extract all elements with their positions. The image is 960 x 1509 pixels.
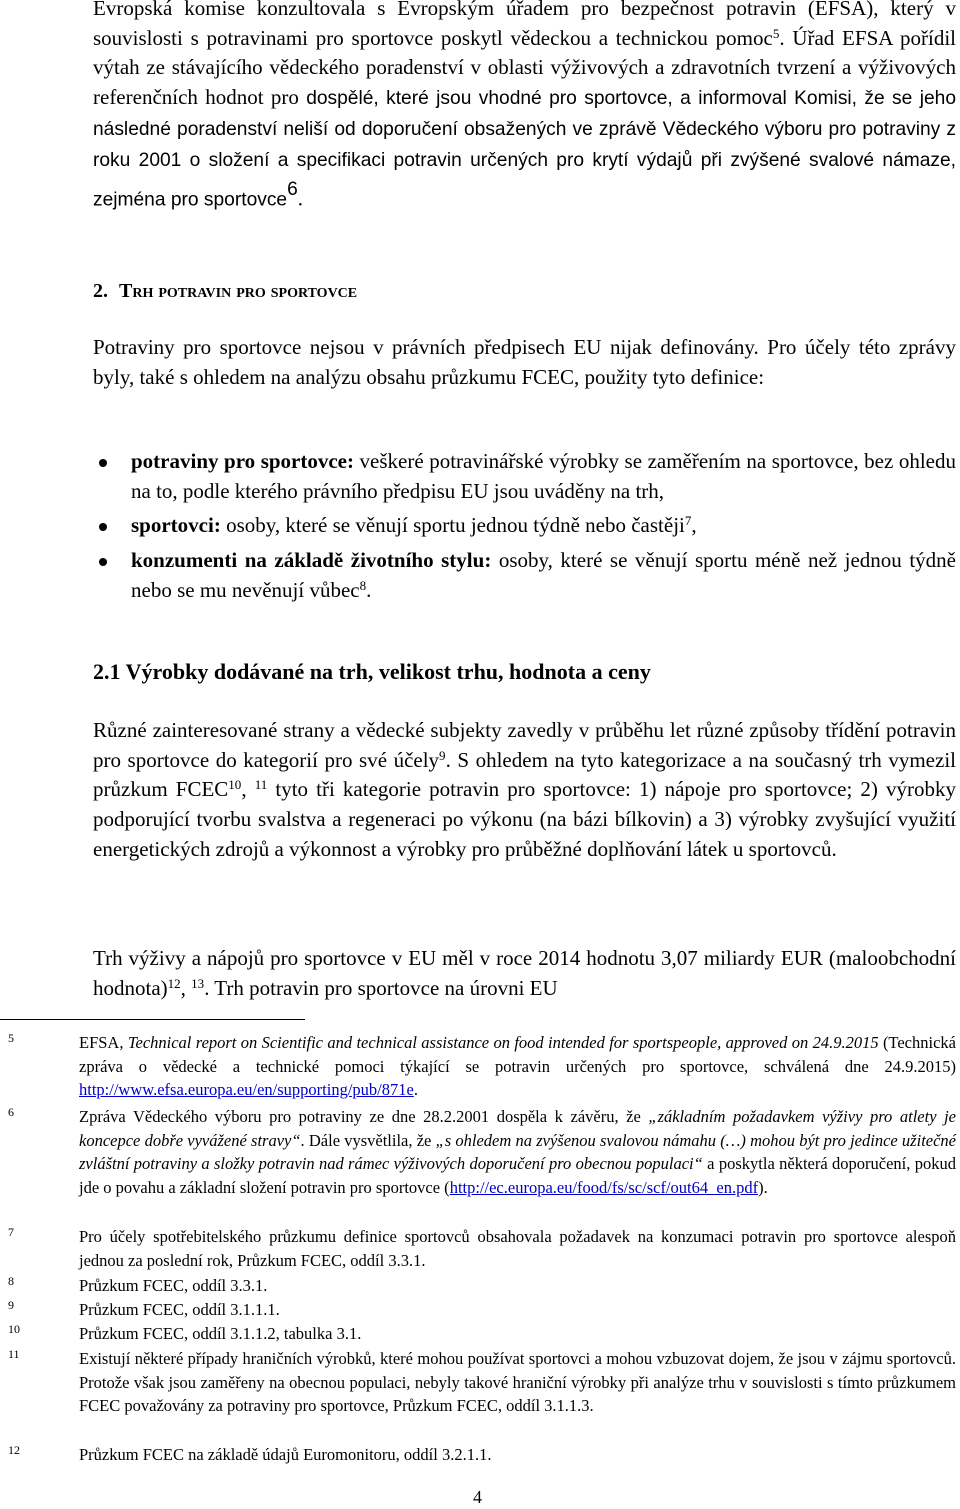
footnote-ref-7[interactable]: 7: [684, 513, 692, 529]
footnote-separator: [0, 1019, 305, 1020]
page-number: 4: [473, 1487, 482, 1507]
efsa-link[interactable]: http://www.efsa.europa.eu/en/supporting/pub/871e: [79, 1080, 414, 1099]
footnote-ref-11[interactable]: 11: [254, 777, 268, 793]
intro-paragraph: Evropská komise konzultovala s Evropským úřadem pro bezpečnost potravin (EFSA), který v souvislosti s potravinami pro sportovce poskytl vědeckou a technickou pomoc$^5$. Úřad EFSA pořídil výtah ze stávajícího vědeckého poradenství v oblasti výživových a zdravotních tvrzení a výživových referenčních hodnot pro dospělé, které jsou vhodné pro sportovce, a informoval Komisi, že se jeho následné poradenství neliší od doporučení obsažených ve zprávě Vědeckého výboru pro potraviny z roku 2001 o složení a specifikaci potravin určených pro krytí výdajů při zvýšené svalové námaze, zejména pro sportovce$^6$.: [93, 0, 956, 215]
section-2-1-paragraph-2: Trh výživy a nápojů pro sportovce v EU měl v roce 2014 hodnotu 3,07 miliardy EUR (maloobchodní hodnota)$^{12}$, $^{13}$. Trh potravin pro sportovce na úrovni EU: [93, 946, 956, 1000]
intro-text-3: dospělé, které jsou vhodné pro sportovce, a informoval Komisi, že se jeho následné poradenství neliší od doporučení obsažených ve zprávě Vědeckého výboru pro potraviny z roku 2001 o složení a specifikaci potravin určených pro krytí výdajů při zvýšené svalové námaze, zejména pro sportovce: [93, 88, 956, 211]
footnote-ref-12[interactable]: 12: [167, 975, 181, 991]
section-title: Trh potravin pro sportovce: [119, 280, 358, 302]
footnote-ref-6[interactable]: 6: [287, 179, 298, 201]
intro-text-2: . Úřad EFSA pořídil výtah ze stávajícího vědeckého poradenství v oblasti výživových a zdravotních tvrzení a výživových referenčních hodnot pro: [93, 25, 957, 110]
footnote-ref-13[interactable]: 13: [191, 975, 205, 991]
bullet-icon: [99, 523, 107, 531]
bullet-icon: [99, 459, 107, 467]
bullet-icon: [99, 558, 107, 566]
list-item: potraviny pro sportovce: veškeré potravinářské výrobky se zaměřením na sportovce, bez ohledu na to, podle kterého právního předpisu EU jsou uváděny na trh,: [93, 447, 956, 506]
footnote-ref-10[interactable]: 10: [228, 777, 242, 793]
list-item: sportovci: osoby, které se věnují sportu jednou týdně nebo častěji$^7$,: [93, 511, 956, 541]
intro-text-1: Evropská komise konzultovala s Evropským úřadem pro bezpečnost potravin (EFSA), který v souvislosti s potravinami pro sportovce poskytl vědeckou a technickou pomoc: [93, 0, 956, 50]
definitions-list: [93, 447, 956, 606]
footnote-ref-9[interactable]: 9: [439, 747, 446, 763]
section-2-heading: [93, 280, 357, 303]
footnote-ref-5[interactable]: 5: [772, 25, 780, 41]
list-item: konzumenti na základě životního stylu: osoby, které se věnují sportu méně než jednou týdně nebo se mu nevěnují vůbec$^8$.: [93, 546, 956, 605]
section-2-1-heading: 2.1 Výrobky dodávané na trh, velikost trhu, hodnota a ceny: [93, 659, 651, 684]
section-2-paragraph: Potraviny pro sportovce nejsou v právních předpisech EU nijak definovány. Pro účely této zprávy byly, také s ohledem na analýzu obsahu průzkumu FCEC, použity tyto definice:: [93, 335, 956, 389]
ec-europa-link[interactable]: http://ec.europa.eu/food/fs/sc/scf/out64_en.pdf: [449, 1177, 759, 1197]
footnote-ref-8[interactable]: 8: [359, 577, 367, 593]
section-2-1-paragraph-1: Různé zainteresované strany a vědecké subjekty zavedly v průběhu let různé způsoby třídění potravin pro sportovce do kategorií pro své účely$^9$. S ohledem na tyto kategorizace a na současný trh vymezil průzkum FCEC$^{10}$, $^{11}$ tyto tři kategorie potravin pro sportovce: 1) nápoje pro sportovce; 2) výrobky podporující tvorbu svalstva a regeneraci po výkonu (na bázi bílkovin) a 3) výrobky zvyšující využití energetických zdrojů a výkonnost a výrobky pro průběžné doplňování látek u sportovců.: [93, 718, 956, 861]
document-page: Evropská komise konzultovala s Evropským úřadem pro bezpečnost potravin (EFSA), který v souvislosti s potravinami pro sportovce poskytl vědeckou a technickou pomoc$^5$. Úřad EFSA pořídil výtah ze stávajícího vědeckého poradenství v oblasti výživových a zdravotních tvrzení a výživových referenčních hodnot pro dospělé, které jsou vhodné pro sportovce, a informoval Komisi, že se jeho následné poradenství neliší od doporučení obsažených ve zprávě Vědeckého výboru pro potraviny z roku 2001 o složení a specifikaci potravin určených pro krytí výdajů při zvýšené svalové námaze, zejména pro sportovce$^6$. 2. Trh potravin pro sportovce Potraviny pro sportovce nejsou v právních předpisech EU nijak definovány. Pro účely této zprávy byly, také s ohledem na analýzu obsahu průzkumu FCEC, použity tyto definice: potraviny pro sportovce: veškeré potravinářské výrobky se zaměřením na sportovce, bez ohledu na to, podle kterého právního předpisu EU jsou uváděny na trh, sportovci: osoby, které se věnují sportu jednou týdně nebo častěji$^7$, konzumenti na základě životního stylu: osoby, které se věnují sportu méně než jednou týdně nebo se mu nevěnují vůbec$^8$. 2.1 Výrobky dodávané na trh, velikost trhu, hodnota a ceny Různé zainteresované strany a vědecké subjekty zavedly v průběhu let různé způsoby třídění potravin pro sportovce do kategorií pro své účely$^9$. S ohledem na tyto kategorizace a na současný trh vymezil průzkum FCEC$^{10}$, $^{11}$ tyto tři kategorie potravin pro sportovce: 1) nápoje pro sportovce; 2) výrobky podporující tvorbu svalstva a regeneraci po výkonu (na bázi bílkovin) a 3) výrobky zvyšující využití energetických zdrojů a výkonnost a výrobky pro průběžné doplňování látek u sportovců. Trh výživy a nápojů pro sportovce v EU měl v roce 2014 hodnotu 3,07 miliardy EUR (maloobchodní hodnota)$^{12}$, $^{13}$. Trh potravin pro sportovce na úrovni EU 5 EFSA, Technical report on Scientific and technical assistance on food intended for sportspeople, approved on 24.9.2015 (Technická zpráva o vědecké a technické pomoci týkající se potravin určených pro sportovce, schválená dne 24.9.2015) http://www.efsa.europa.eu/en/supporting/pub/871e. 6 Zpráva Vědeckého výboru pro potraviny ze dne 28.2.2001 dospěla k závěru, že „základním požadavkem výživy pro atlety je koncepce dobře vyvážené stravy“. Dále vysvětlila, že „s ohledem na zvýšenou svalovou námahu (…) mohou být pro jedince užitečné zvláštní potraviny a složky potravin nad rámec výživových doporučení pro obecnou populaci“ a poskytla některá doporučení, pokud jde o povahu a základní složení potravin pro sportovce (http://ec.europa.eu/food/fs/sc/scf/out64_en.pdf). 7 Pro účely spotřebitelského průzkumu definice sportovců obsahovala požadavek na konzumaci potravin pro sportovce alespoň jednou za poslední rok, Průzkum FCEC, oddíl 3.3.1. 8 Průzkum FCEC, oddíl 3.3.1. 9 Průzkum FCEC, oddíl 3.1.1.1. 10 Průzkum FCEC, oddíl 3.1.1.2, tabulka 3.1. 11 Existují některé případy hraničních výrobků, které mohou používat sportovci a mohou vzbuzovat dojem, že jsou v zájmu sportovců. Protože však jsou zaměřeny na obecnou populaci, nebyly takové hraniční výrobky při analýze trhu v souvislosti s tímto průzkumem FCEC považovány za potraviny pro sportovce, Průzkum FCEC, oddíl 3.1.1.3. 12 Průzkum FCEC na základě údajů Euromonitoru, oddíl 3.2.1.1. 4: [0, 0, 960, 1509]
section-number: 2.: [93, 280, 108, 302]
